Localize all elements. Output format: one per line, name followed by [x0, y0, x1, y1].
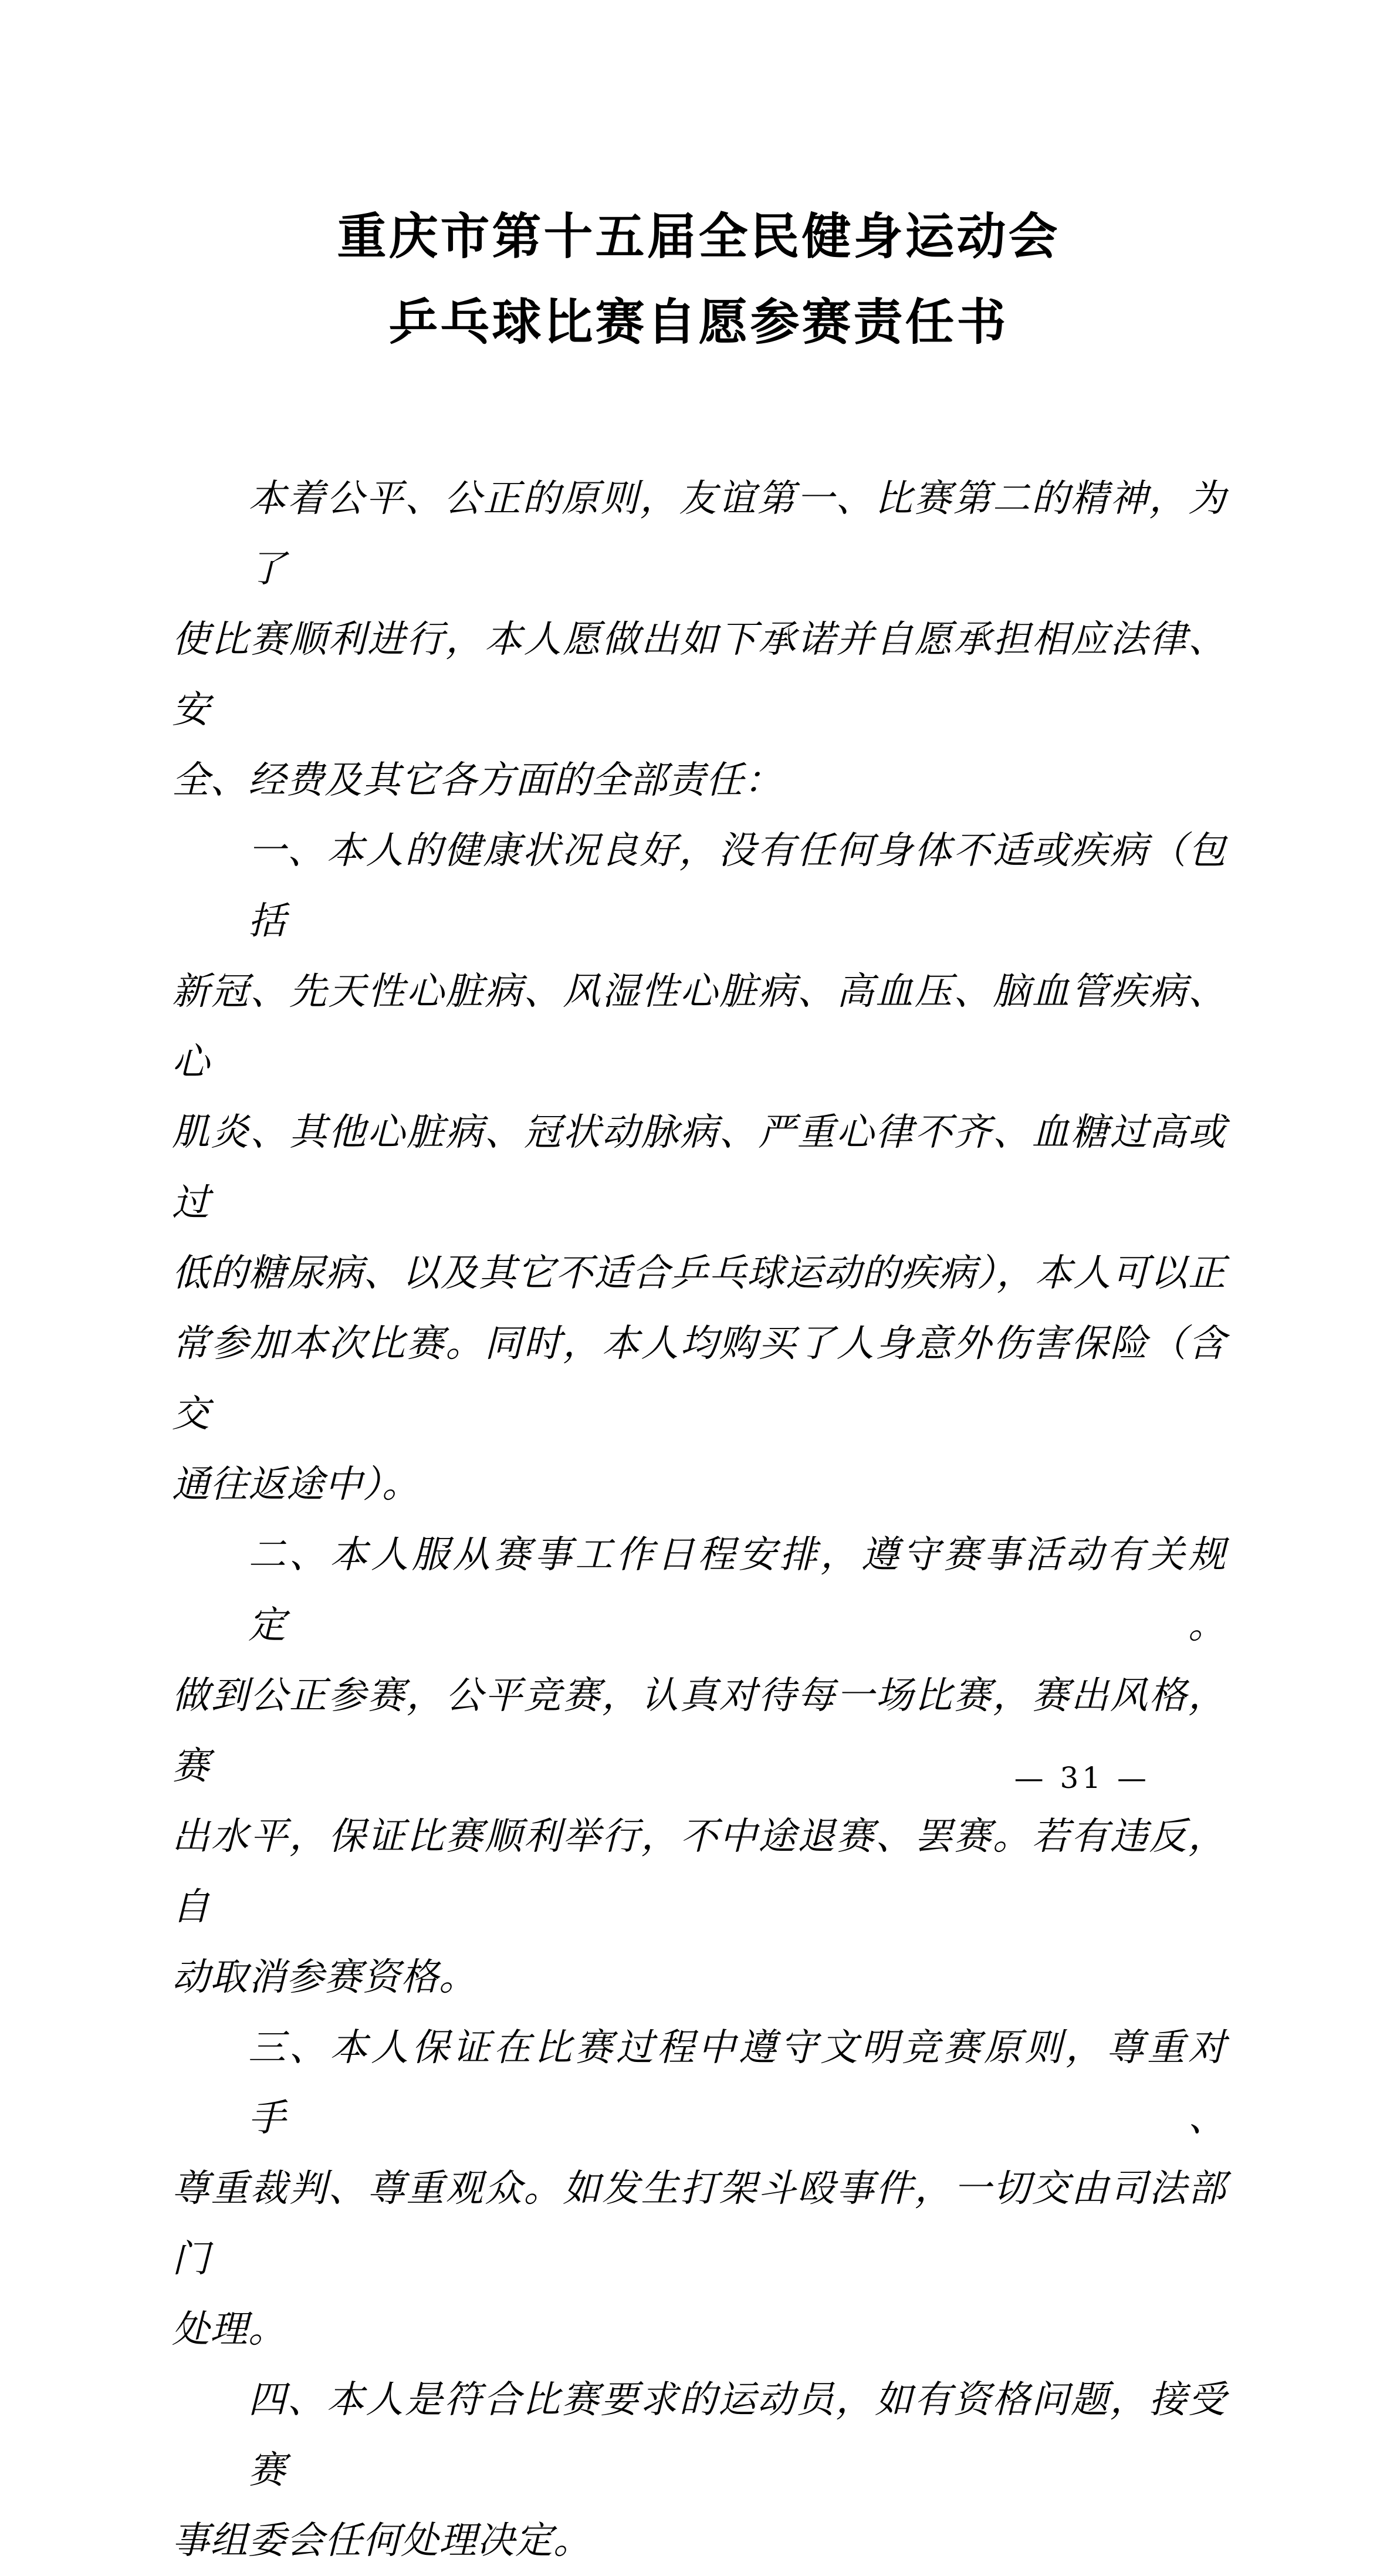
document-body — [172, 464, 1226, 2576]
body-text-line: 肌炎、其他心脏病、冠状动脉病、严重心律不齐、血糖过高或过 — [172, 1111, 1226, 1225]
body-text-line: 四、本人是符合比赛要求的运动员，如有资格问题，接受赛 — [248, 2378, 1226, 2492]
document-title — [0, 194, 1397, 365]
body-text-line: 处理。 — [172, 2308, 286, 2351]
body-text-line: 低的糖尿病、以及其它不适合乒乓球运动的疾病），本人可以正 — [172, 1252, 1226, 1295]
body-text-line: 三、本人保证在比赛过程中遵守文明竞赛原则，尊重对手、 — [248, 2026, 1226, 2140]
body-text-line: 事组委会任何处理决定。 — [172, 2519, 591, 2563]
body-text-line: 使比赛顺利进行，本人愿做出如下承诺并自愿承担相应法律、安 — [172, 618, 1226, 732]
body-text-line: 出水平，保证比赛顺利举行，不中途退赛、罢赛。若有违反，自 — [172, 1815, 1226, 1929]
body-text-line: 本着公平、公正的原则，友谊第一、比赛第二的精神，为了 — [248, 477, 1226, 591]
title-line-2: 乒乓球比赛自愿参赛责任书 — [388, 293, 1009, 351]
body-text-line: 动取消参赛资格。 — [172, 1956, 477, 1999]
body-text-line: 二、本人服从赛事工作日程安排，遵守赛事活动有关规定。 — [248, 1533, 1226, 1647]
body-text-line: 一、本人的健康状况良好，没有任何身体不适或疾病（包括 — [248, 829, 1226, 943]
title-line-1: 重庆市第十五届全民健身运动会 — [337, 208, 1060, 265]
body-text-line: 做到公正参赛，公平竞赛，认真对待每一场比赛，赛出风格，赛 — [172, 1674, 1226, 1788]
body-text-line: 尊重裁判、尊重观众。如发生打架斗殴事件，一切交由司法部门 — [172, 2167, 1226, 2281]
body-text-line: 全、经费及其它各方面的全部责任： — [172, 759, 782, 802]
body-text-line: 通往返途中）。 — [172, 1463, 420, 1506]
body-text-line: 常参加本次比赛。同时，本人均购买了人身意外伤害保险（含交 — [172, 1322, 1226, 1436]
page-number: — 31 — — [1014, 1761, 1150, 1795]
body-text-line: 新冠、先天性心脏病、风湿性心脏病、高血压、脑血管疾病、心 — [172, 970, 1226, 1084]
